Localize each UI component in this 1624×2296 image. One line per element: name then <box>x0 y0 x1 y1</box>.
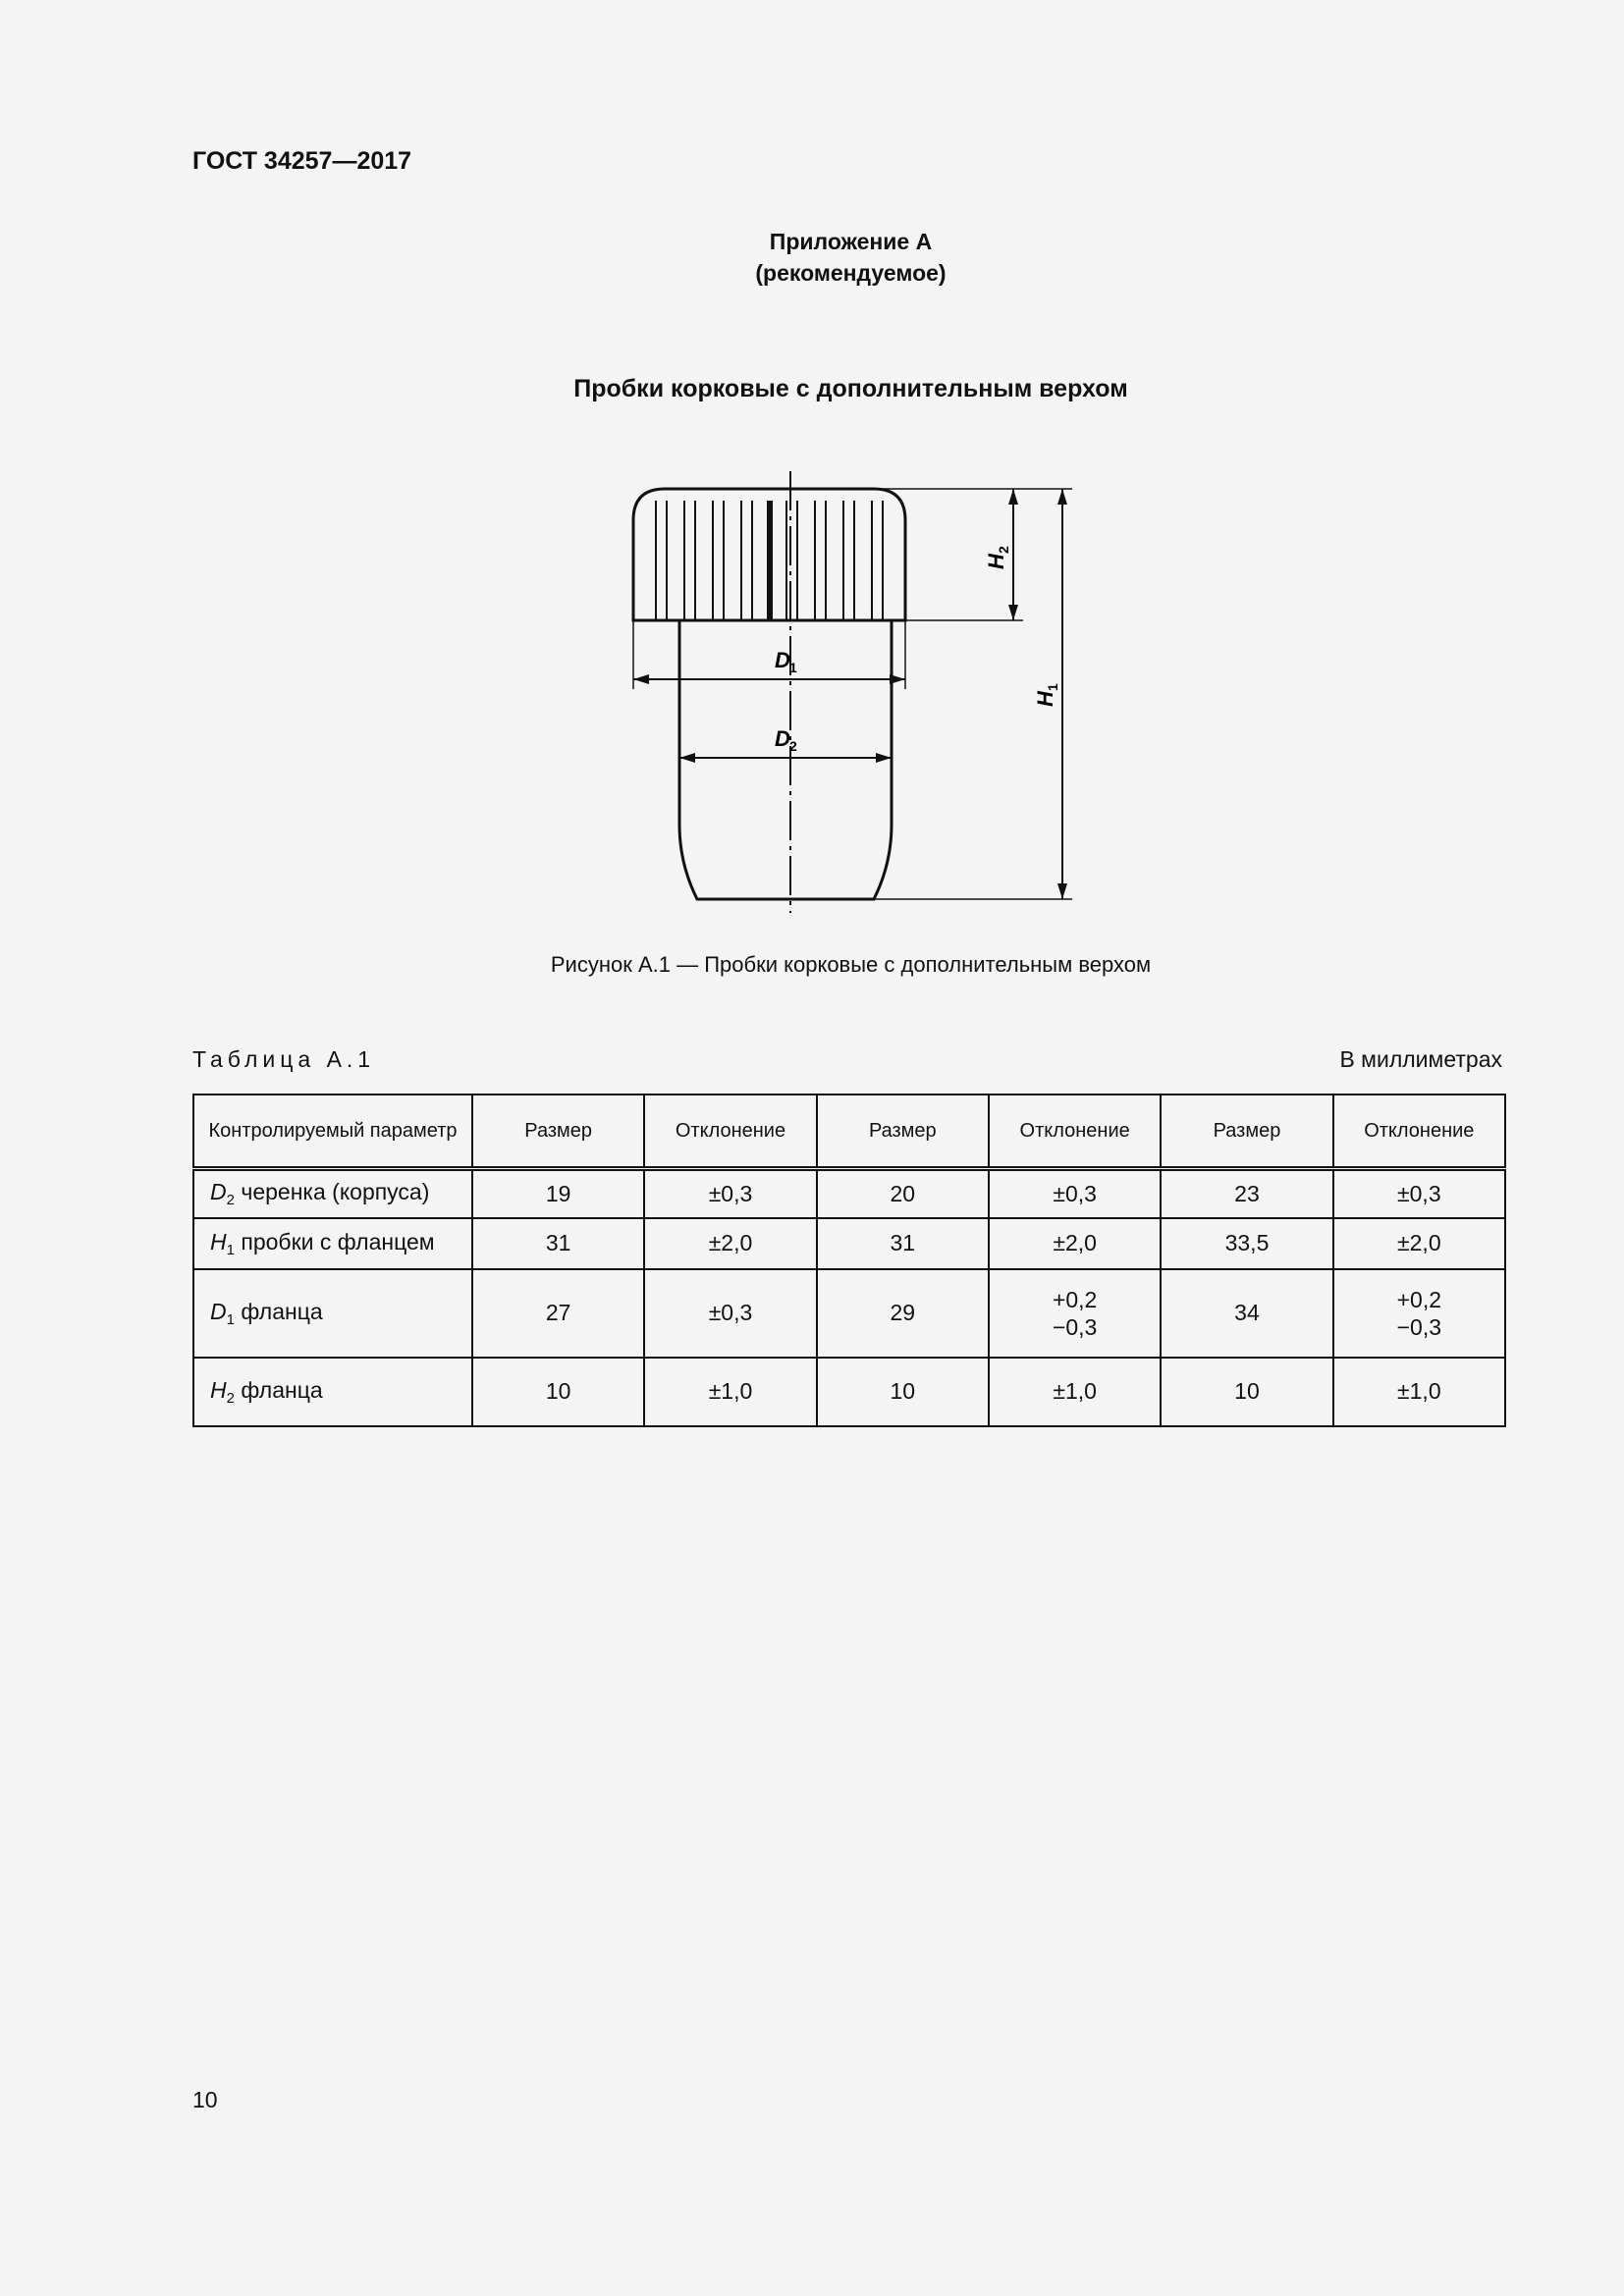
table-cell: ±0,3 <box>989 1169 1161 1218</box>
table-cell: ±0,3 <box>1333 1169 1505 1218</box>
table-cell: ±1,0 <box>1333 1358 1505 1426</box>
header-cell: Отклонение <box>989 1095 1161 1169</box>
param-cell: $D_2$ черенка (корпуса) <box>193 1169 472 1218</box>
page-number: 10 <box>192 2087 218 2112</box>
table-cell: 34 <box>1161 1269 1332 1358</box>
table-cell: ±2,0 <box>989 1218 1161 1269</box>
header-cell: Размер <box>472 1095 644 1169</box>
table-row <box>193 1358 1505 1426</box>
table-row <box>193 1218 1505 1269</box>
table-cell: +0,2 −0,3 <box>1333 1269 1505 1358</box>
table-cell: 10 <box>472 1358 644 1426</box>
table-label: Таблица А.1 <box>192 1046 376 1072</box>
appendix-subtitle: (рекомендуемое) <box>755 260 947 286</box>
h2-label: H <box>984 554 1008 569</box>
appendix-title: Приложение А <box>769 229 933 254</box>
param-cell: $H_2$ фланца <box>193 1358 472 1426</box>
table-cell: ±0,3 <box>644 1169 816 1218</box>
header-cell: Размер <box>1161 1095 1332 1169</box>
table-cell: ±0,3 <box>644 1269 816 1358</box>
table-cell: 31 <box>817 1218 989 1269</box>
dimensions-table <box>192 1094 1506 1427</box>
header-cell: Размер <box>817 1095 989 1169</box>
d1-label: D <box>775 648 790 672</box>
d2-label: D <box>775 726 790 751</box>
table-row <box>193 1169 1505 1218</box>
h2-subscript: 2 <box>996 546 1011 554</box>
appendix-heading <box>0 226 1624 289</box>
table-cell: ±2,0 <box>1333 1218 1505 1269</box>
cork-stopper-drawing <box>589 461 1100 923</box>
header-cell: Отклонение <box>1333 1095 1505 1169</box>
h1-subscript: 1 <box>1045 683 1060 691</box>
param-cell: $D_1$ фланца <box>193 1269 472 1358</box>
table-cell: 27 <box>472 1269 644 1358</box>
d2-subscript: 2 <box>789 738 797 754</box>
table-cell: 23 <box>1161 1169 1332 1218</box>
header-cell: Отклонение <box>644 1095 816 1169</box>
d1-subscript: 1 <box>789 660 797 675</box>
section-title: Пробки корковые с дополнительным верхом <box>573 375 1128 402</box>
table-row <box>193 1269 1505 1358</box>
table-cell: 10 <box>817 1358 989 1426</box>
table-cell: ±2,0 <box>644 1218 816 1269</box>
param-cell: $H_1$ пробки с фланцем <box>193 1218 472 1269</box>
h1-label: H <box>1033 691 1057 707</box>
table-cell: ±1,0 <box>989 1358 1161 1426</box>
table-cell: 10 <box>1161 1358 1332 1426</box>
table-cell: +0,2 −0,3 <box>989 1269 1161 1358</box>
table-cell: 20 <box>817 1169 989 1218</box>
table-cell: 19 <box>472 1169 644 1218</box>
document-id: ГОСТ 34257—2017 <box>192 147 412 175</box>
table-cell: ±1,0 <box>644 1358 816 1426</box>
header-cell: Контролируемый параметр <box>193 1095 472 1169</box>
table-header-row <box>193 1095 1505 1169</box>
units-label: В миллиметрах <box>1339 1046 1502 1072</box>
figure-caption: Рисунок А.1 — Пробки корковые с дополнительным верхом <box>550 952 1152 977</box>
cork-stopper-figure <box>589 461 1100 928</box>
table-cell: 31 <box>472 1218 644 1269</box>
table-cell: 29 <box>817 1269 989 1358</box>
table-cell: 33,5 <box>1161 1218 1332 1269</box>
